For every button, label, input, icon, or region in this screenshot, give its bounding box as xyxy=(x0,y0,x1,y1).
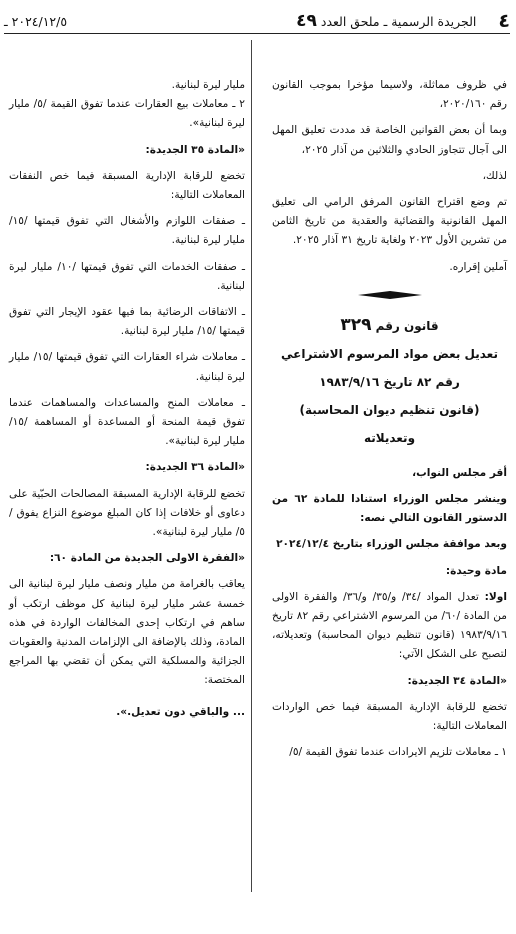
paragraph: يعاقب بالغرامة من مليار ونصف مليار ليرة لبنانية الى خمسة عشر مليار ليرة لبنانية كل موظف ارتكب أو ساهم في ارتكاب إحدى المخالفات الواردة في هذه المادة، وذلك بالإضافة الى الإلزامات المدنية والعقوبات الجزائية والمسلكية التي يمكن أن تقضي بها المراجع المختصة: xyxy=(9,578,245,687)
article-heading: «المادة ٣٦ الجديدة: xyxy=(145,461,245,474)
law-number-heading xyxy=(272,311,507,340)
list-item: ـ الاتفاقات الرضائية بما فيها عقود الإيجار التي تفوق قيمتها /١٥/ مليار ليرة لبنانية. xyxy=(9,306,245,338)
paragraph: ١ ـ معاملات تلزيم الايرادات عندما تفوق القيمة /٥/ xyxy=(289,746,507,759)
law-label: قانون رقم xyxy=(375,318,439,333)
clause-text: تعدل المواد /٣٤/ و/٣٥/ و/٣٦/ والفقرة الاولى من المادة /٦٠/ من المرسوم الاشتراعي رقم ٨٢ تاريخ ١٩٨٣/٩/١٦ (قانون تنظيم ديوان المحاسبة) وتعديلاته، لتصبح على الشكل الآتي: xyxy=(272,590,507,661)
paragraph: تم وضع اقتراح القانون المرفق الرامي الى تعليق المهل القانونية والقضائية والعقدية من تاريخ الثامن من تشرين الأول ٢٠٢٣ ولغاية تاريخ ٣١ آذار ٢٠٢٥. xyxy=(272,196,507,247)
paragraph: وبما أن بعض القوانين الخاصة قد مددت تعليق المهل الى آجال تتجاوز الحادي والثلاثين من آذار ٢٠٢٥، xyxy=(272,124,507,156)
clause-label: اولا: xyxy=(484,590,507,603)
left-column xyxy=(9,76,245,722)
issue-number: ٤٩ xyxy=(296,11,317,31)
page-header xyxy=(0,0,516,34)
list-item: ـ معاملات شراء العقارات التي تفوق قيمتها /١٥/ مليار ليرة لبنانية. xyxy=(9,351,245,383)
paragraph xyxy=(272,588,507,665)
law-title-line: تعديل بعض مواد المرسوم الاشتراعي xyxy=(281,346,498,361)
column-divider xyxy=(251,40,252,892)
issue-date: ٢٠٢٤/١٢/٥ ـ xyxy=(4,13,68,29)
page-number: ٤ xyxy=(498,10,510,32)
paragraph: تخضع للرقابة الإدارية المسبقة المصالحات الحبّية على دعاوى أو خلافات إذا كان المبلغ موضوع النزاع يفوق /٥/ مليار ليرة لبنانية». xyxy=(9,487,245,539)
law-number: ٣٢٩ xyxy=(340,314,372,335)
list-item: ـ صفقات الخدمات التي تفوق قيمتها /١٠/ مليار ليرة لبنانية. xyxy=(9,260,245,292)
paragraph: ٢ ـ معاملات بيع العقارات عندما تفوق القيمة /٥/ مليار ليرة لبنانية». xyxy=(9,98,245,130)
paragraph: أقر مجلس النواب، xyxy=(412,466,507,479)
publication-title xyxy=(67,11,498,31)
section-separator-icon xyxy=(272,291,507,299)
paragraph: وبعد موافقة مجلس الوزراء بتاريخ ٢٠٢٤/١٢/٤ xyxy=(276,538,507,551)
article-heading: «الفقرة الاولى الجديدة من المادة ٦٠: xyxy=(49,552,245,565)
paragraph: وينشر مجلس الوزراء استنادا للمادة ٦٢ من الدستور القانون التالي نصه: xyxy=(272,493,508,525)
article-heading: «المادة ٣٤ الجديدة: xyxy=(407,674,507,687)
law-title-line: (قانون تنظيم ديوان المحاسبة) وتعديلاته xyxy=(299,402,480,445)
paragraph: في ظروف مماثلة، ولاسيما مؤخرا بموجب القانون رقم ٢٠٢٠/١٦٠، xyxy=(272,79,507,111)
header-rule xyxy=(4,33,510,34)
paragraph: مليار ليرة لبنانية. xyxy=(171,79,245,91)
list-item: ـ معاملات المنح والمساعدات والمساهمات عندما تفوق قيمة المنحة أو المساعدة أو المساهمة /١٥/ مليار ليرة لبنانية». xyxy=(9,396,245,448)
article-heading: مادة وحيدة: xyxy=(445,564,507,577)
publication-name: الجريدة الرسمية ـ ملحق العدد xyxy=(320,14,477,29)
law-title-line: رقم ٨٢ تاريخ ١٩٨٣/٩/١٦ xyxy=(319,374,460,389)
list-item: ـ صفقات اللوازم والأشغال التي تفوق قيمتها /١٥/ مليار ليرة لبنانية. xyxy=(9,215,245,247)
paragraph: تخضع للرقابة الإدارية المسبقة فيما خص النفقات المعاملات التالية: xyxy=(9,169,245,202)
paragraph: لذلك، xyxy=(482,169,507,182)
right-column xyxy=(272,76,507,762)
paragraph: آملين إقراره. xyxy=(449,260,507,273)
closing-line: ... والباقي دون تعديل.». xyxy=(116,705,245,718)
paragraph: تخضع للرقابة الإدارية المسبقة فيما خص الواردات المعاملات التالية: xyxy=(272,700,507,733)
article-heading: «المادة ٣٥ الجديدة: xyxy=(145,143,245,156)
